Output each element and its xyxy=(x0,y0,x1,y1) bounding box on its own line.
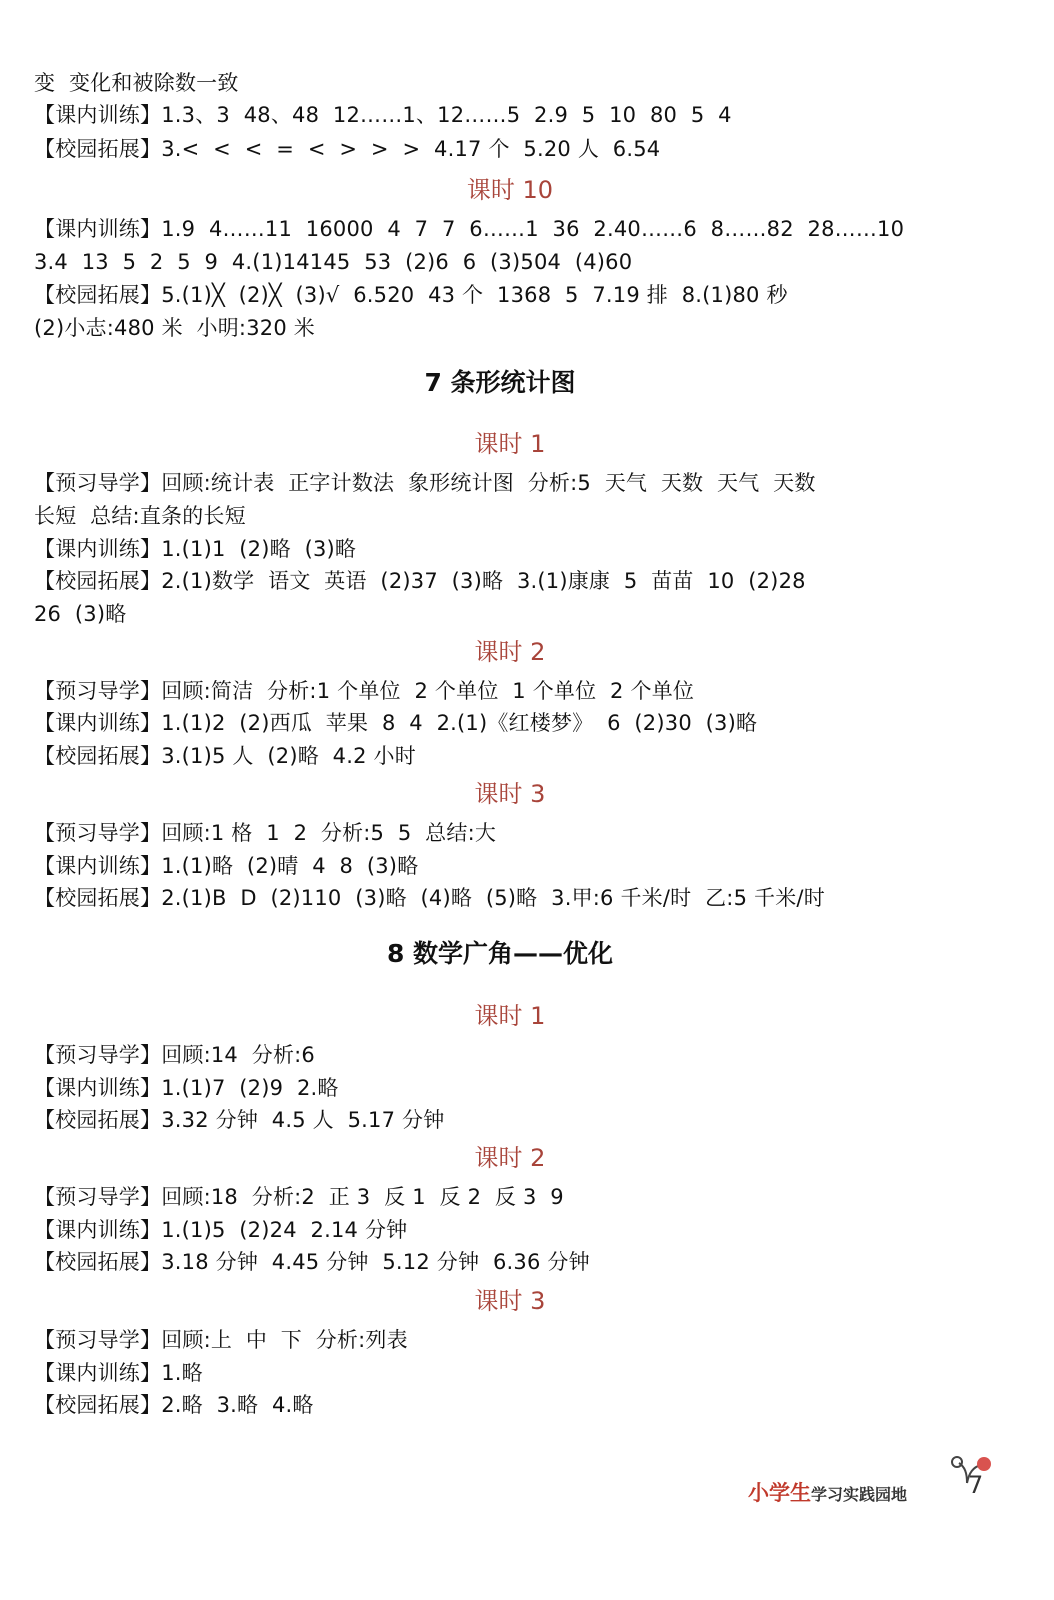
chapter-title: 8 数学广角——优化 xyxy=(386,939,614,968)
answer-line: 【课内训练】1.9 4……11 16000 4 7 7 6……1 36 2.40……6 8……82 28……10 xyxy=(34,217,905,241)
answer-line: 【课内训练】1.(1)7 (2)9 2.略 xyxy=(34,1076,339,1100)
answer-line: 【校园拓展】2.略 3.略 4.略 xyxy=(34,1393,314,1417)
lesson-heading: 课时 10 xyxy=(466,176,554,204)
answer-line: 【校园拓展】3.< < < = < > > > 4.17 个 5.20 人 6.54 xyxy=(34,137,661,161)
lesson-heading: 课时 1 xyxy=(474,1002,546,1030)
lesson-heading: 课时 3 xyxy=(474,1287,546,1315)
chapter-title: 7 条形统计图 xyxy=(424,368,576,397)
answer-line: 【校园拓展】3.18 分钟 4.45 分钟 5.12 分钟 6.36 分钟 xyxy=(34,1250,590,1274)
brand-rest: 学习实践园地 xyxy=(811,1485,908,1504)
answer-line: 变 变化和被除数一致 xyxy=(34,71,239,95)
page-number: 7 xyxy=(968,1471,984,1499)
answer-line: 26 (3)略 xyxy=(34,602,127,626)
answer-line: 【校园拓展】3.32 分钟 4.5 人 5.17 分钟 xyxy=(34,1108,445,1132)
answer-line: 【预习导学】回顾:18 分析:2 正 3 反 1 反 2 反 3 9 xyxy=(34,1185,564,1209)
lesson-heading: 课时 2 xyxy=(474,638,546,666)
footer-branding xyxy=(740,1455,1040,1515)
answer-line: 【校园拓展】2.(1)B D (2)110 (3)略 (4)略 (5)略 3.甲:6 千米/时 乙:5 千米/时 xyxy=(34,886,825,910)
answer-line: 【预习导学】回顾:简洁 分析:1 个单位 2 个单位 1 个单位 2 个单位 xyxy=(34,679,695,703)
answer-line: 【预习导学】回顾:1 格 1 2 分析:5 5 总结:大 xyxy=(34,821,497,845)
answer-line: 【课内训练】1.(1)略 (2)晴 4 8 (3)略 xyxy=(34,854,419,878)
answer-line: 【预习导学】回顾:统计表 正字计数法 象形统计图 分析:5 天气 天数 天气 天数 xyxy=(34,471,816,495)
lesson-heading: 课时 3 xyxy=(474,780,546,808)
answer-line: 【课内训练】1.(1)1 (2)略 (3)略 xyxy=(34,537,357,561)
answer-line: 3.4 13 5 2 5 9 4.(1)14145 53 (2)6 6 (3)504 (4)60 xyxy=(34,250,633,274)
answer-line: 【预习导学】回顾:14 分析:6 xyxy=(34,1043,315,1067)
lesson-heading: 课时 1 xyxy=(474,430,546,458)
answer-line: 【课内训练】1.(1)5 (2)24 2.14 分钟 xyxy=(34,1218,408,1242)
answer-line: (2)小志:480 米 小明:320 米 xyxy=(34,316,315,340)
answer-line: 【校园拓展】5.(1)╳ (2)╳ (3)√ 6.520 43 个 1368 5 7.19 排 8.(1)80 秒 xyxy=(34,283,788,307)
brand-main: 小学生 xyxy=(748,1481,811,1505)
answer-line: 【课内训练】1.3、3 48、48 12……1、12……5 2.9 5 10 80 5 4 xyxy=(34,103,732,127)
answer-line: 【校园拓展】2.(1)数学 语文 英语 (2)37 (3)略 3.(1)康康 5 苗苗 10 (2)28 xyxy=(34,569,806,593)
footer-brand xyxy=(748,1477,907,1507)
answer-line: 【校园拓展】3.(1)5 人 (2)略 4.2 小时 xyxy=(34,744,416,768)
answer-line: 【课内训练】1.略 xyxy=(34,1361,203,1385)
answer-line: 【课内训练】1.(1)2 (2)西瓜 苹果 8 4 2.(1)《红楼梦》 6 (2)30 (3)略 xyxy=(34,711,758,735)
answer-line: 【预习导学】回顾:上 中 下 分析:列表 xyxy=(34,1328,408,1352)
answer-line: 长短 总结:直条的长短 xyxy=(34,504,246,528)
lesson-heading: 课时 2 xyxy=(474,1144,546,1172)
